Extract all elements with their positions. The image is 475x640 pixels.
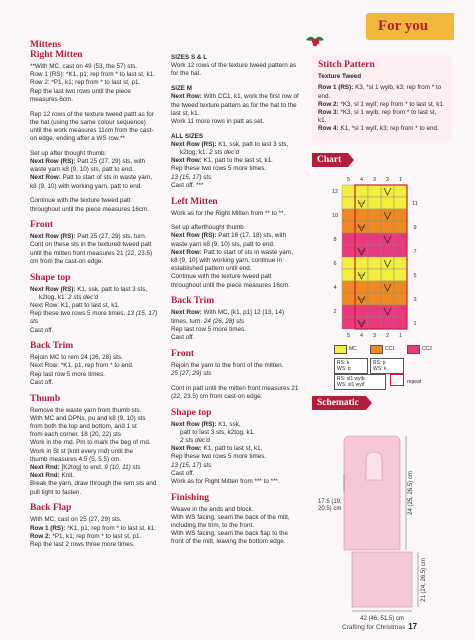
row-number-right: 3	[413, 296, 417, 303]
row-label: Next Rnd:	[30, 472, 60, 480]
legend-mc	[334, 345, 357, 354]
mitten-schematic	[312, 430, 462, 622]
row-text: With MC, [k1, p1] 12 (13, 14) times, turn.	[171, 309, 285, 325]
key-text: RS: k	[337, 359, 350, 366]
column-number: 2	[385, 332, 390, 339]
column-number: 4	[359, 176, 364, 183]
front-2-para	[171, 362, 301, 378]
chart-cell	[394, 269, 407, 281]
chart-cell	[394, 209, 407, 221]
chart-cell	[342, 269, 355, 281]
stitch-pattern-heading: Stitch Pattern	[318, 60, 375, 70]
chart-cell	[355, 233, 368, 245]
page-footer	[342, 622, 417, 631]
shape-top-heading: Shape top	[30, 272, 71, 283]
legend-label: CC1	[385, 346, 396, 353]
chart-cell	[381, 221, 394, 233]
text-line: Work in the rnd. Pm to mark the beg of rnd.	[30, 439, 151, 447]
row-label: Next Row (RS):	[30, 233, 76, 241]
row-label: Next Row:	[171, 309, 202, 317]
chart-cell	[368, 317, 381, 329]
for-you-banner	[366, 13, 454, 40]
text-line: Next Row: *K1, p1, rep from * to end.	[30, 362, 134, 370]
length-label: 21 (24, 26.5) cm	[421, 558, 427, 602]
chart-cell	[342, 233, 355, 245]
column-1	[30, 40, 158, 556]
chart-cell	[355, 185, 368, 197]
sizes-s-l-para	[171, 54, 301, 79]
text-line: Break the yarn, draw through the rem sts and pull tight to fasten.	[30, 480, 157, 496]
text-line: Cast off.	[171, 333, 195, 341]
text-line: Work 11 more rows in patt as set.	[171, 117, 265, 125]
text-line: Rep the last two rows until the piece measures 6cm.	[30, 87, 131, 103]
key-text: WS: p	[337, 365, 351, 372]
row-label: Next Row:	[171, 157, 202, 165]
row-text: Patt 25 (27, 29) sts, with waste yarn k8 (9, 10) sts, patt to end.	[30, 158, 146, 174]
text-line: the hat (using the same colour sequence)	[30, 118, 146, 126]
column-3	[312, 52, 452, 410]
row-text: *K1, p1; rep from * to last st, k1.	[67, 524, 156, 532]
text-line: Rejoin the yarn to the front of the mitten.	[171, 361, 284, 369]
size-heading: ALL SIZES	[171, 132, 204, 140]
back-flap-para	[30, 516, 158, 549]
chart-cell	[355, 209, 368, 221]
width-label: 42 (46, 51.5) cm	[360, 616, 404, 622]
continue-para: Continue with the texture tweed patt throughout until the piece measures 16cm.	[30, 197, 150, 213]
thumb-heading: Thumb	[30, 393, 61, 404]
text-line: from each corner. 18 (20, 22) sts	[30, 431, 121, 439]
text-line: until the work measures 11cm from the cast-	[30, 126, 154, 134]
column-number: 2	[385, 176, 390, 183]
chart-cell	[368, 257, 381, 269]
row-label: Next Row:	[171, 248, 202, 256]
pattern-row	[318, 84, 446, 100]
chart-cell	[342, 317, 355, 329]
text-line: Cast off.	[171, 469, 195, 477]
row-label: Row 3:	[318, 109, 339, 117]
texture-tweed-heading: Texture Tweed	[318, 73, 362, 81]
thumb-label-1: 17.5 (19, 20.5) cm	[318, 499, 342, 512]
left-thumb-para	[171, 224, 301, 290]
instruction-line	[30, 174, 158, 190]
chart-cell	[342, 185, 355, 197]
row-label: Row 2:	[318, 100, 339, 108]
stitch-count: 24 (26, 28) sts	[203, 317, 245, 325]
chart-cell	[368, 233, 381, 245]
size-heading: SIZE M	[171, 85, 192, 93]
column-number: 3	[372, 332, 377, 339]
row-text: Patt 16 (17, 18) sts, with waste yarn k8 (9, 10) sts, patt to end.	[171, 232, 287, 248]
mittens-heading: Mittens	[30, 40, 62, 50]
stitch-count: 13 (15, 17) sts	[171, 461, 212, 469]
chart-cell	[368, 269, 381, 281]
text-line: Row 1 (RS): *K1, p1; rep from * to last st, k1.	[30, 71, 155, 79]
instruction-line	[171, 309, 301, 325]
key-slip	[334, 374, 386, 390]
stitch-count: 2 sts dec'd	[68, 293, 98, 301]
instruction-line	[30, 525, 158, 533]
row-text: k2tog, k1.	[39, 293, 67, 301]
page-number: 17	[408, 622, 418, 631]
instruction-line	[30, 286, 158, 294]
stitch-count: 13 (15, 17) sts	[30, 310, 158, 326]
repeat-label: repeat	[407, 378, 422, 385]
row-label: Next Row (RS):	[171, 420, 217, 428]
text-line: Work as for Right Mitten from *** to ***.	[171, 477, 280, 485]
text-line: thumb measures 4.5 (5, 5.5) cm.	[30, 455, 121, 463]
row-label: Next Row:	[171, 445, 202, 453]
back-trim-para	[30, 354, 158, 387]
chart-cell	[368, 281, 381, 293]
front-para	[30, 233, 158, 266]
instruction-line	[30, 533, 158, 541]
left-mitten-heading: Left Mitten	[171, 196, 218, 207]
stitch-count: 2 sts dec'd	[180, 436, 210, 444]
right-mitten-para	[30, 63, 158, 104]
column-number: 4	[359, 332, 364, 339]
back-trim-heading: Back Trim	[30, 341, 74, 352]
legend-swatch	[370, 345, 383, 354]
chart-legend	[312, 345, 452, 390]
chart-cell	[368, 221, 381, 233]
stitch-count: 13 (15, 17) sts	[171, 173, 212, 181]
chart-cell	[355, 305, 368, 317]
row-number-left: 8	[333, 236, 337, 243]
stitch-count: 9 (10, 11) sts	[104, 464, 141, 472]
instruction-line	[30, 158, 158, 174]
chart-cell	[381, 293, 394, 305]
back-flap-outline	[352, 552, 412, 607]
stitch-count: 2 sts dec'd	[209, 149, 239, 157]
instruction-line	[171, 149, 301, 157]
instruction-line	[171, 445, 301, 453]
chart-cell	[381, 197, 394, 209]
row-number-right: 5	[413, 272, 417, 279]
pattern-row	[318, 125, 446, 133]
instruction-line	[30, 464, 158, 472]
row-text: k2tog, k1.	[180, 149, 208, 157]
chart-cell	[342, 245, 355, 257]
right-mitten-heading: Right Mitten	[30, 50, 83, 60]
row-label: Next Row:	[30, 174, 61, 182]
column-number: 5	[346, 332, 351, 339]
key-purl	[370, 358, 404, 374]
chart-cell	[394, 197, 407, 209]
row-text: K1, patt to last st, k1.	[203, 445, 263, 453]
chart-cell	[368, 185, 381, 197]
row-text: [K2tog] to end.	[61, 464, 103, 472]
text-line: Rep last row 5 more times.	[171, 325, 246, 333]
instruction-line	[171, 157, 301, 165]
row-label: Next Row (RS):	[171, 232, 217, 240]
chart-cell	[342, 209, 355, 221]
row-text: *K3, sl 1 wyib; rep from * to last st, k1.	[318, 109, 437, 125]
text-line: Rep these two rows 5 more times.	[171, 453, 267, 461]
text-line: With WS facing, seam the back flap to the front of the mitt, leaving the bottom edge.	[171, 530, 288, 546]
row-number-left: 10	[331, 212, 339, 219]
row-text: Patt to start of sts in waste yarn, k8 (9, 10) with working yarn, patt to end.	[30, 174, 153, 190]
text-line: Work 12 rows of the texture tweed pattern as for the hat.	[171, 62, 297, 78]
chart-cell	[342, 221, 355, 233]
row-text: K1, *sl 1 wyif, k3; rep from * to end.	[340, 125, 439, 133]
row-text: *K3, sl 1 wyif; rep from * to last st, k1.	[340, 100, 445, 108]
pattern-row	[318, 109, 446, 125]
text-line: Weave in the ends and block.	[171, 505, 254, 513]
chart-cell	[368, 245, 381, 257]
key-text: RS: sl1 wyib	[337, 375, 365, 382]
back-flap-heading: Back Flap	[30, 503, 72, 514]
chart-cell	[394, 245, 407, 257]
chart-cell	[342, 257, 355, 269]
column-number: 1	[398, 332, 403, 339]
row-label: Next Row (RS):	[30, 285, 76, 293]
back-trim-2-heading: Back Trim	[171, 296, 215, 307]
row-text: patt to last 3 sts, k2tog, k1.	[180, 428, 255, 436]
text-line: Cast off.	[30, 326, 54, 334]
chart-cell	[342, 197, 355, 209]
chart-cell	[394, 293, 407, 305]
height-label: 24 (25, 26.5) cm	[408, 471, 414, 515]
instruction-line	[171, 232, 301, 248]
instruction-line	[30, 294, 158, 302]
knitting-chart	[312, 171, 452, 345]
row-text: K1, ssk, patt to last 3 sts,	[77, 285, 148, 293]
chart-cell	[355, 281, 368, 293]
text-line: Set up afterthought thumb	[171, 224, 244, 232]
row-label: Next Row:	[171, 93, 202, 101]
instruction-line	[171, 249, 301, 274]
all-sizes-para	[171, 133, 301, 190]
chart-cell	[368, 209, 381, 221]
instruction-line	[171, 421, 301, 429]
legend-swatch	[334, 345, 347, 354]
pattern-row	[318, 101, 446, 109]
row-text: K1, ssk, patt to last 3 sts,	[218, 140, 289, 148]
chart-cell	[368, 197, 381, 209]
key-text: WS: sl1 wyif	[337, 381, 365, 388]
left-mitten-para: Work as for the Right Mitten from ** to **.	[171, 209, 286, 217]
thumb-setup-para	[30, 150, 158, 191]
key-text: WS: k	[373, 365, 387, 372]
tweed-para	[30, 111, 158, 144]
text-line: Rejoin MC to rem 24 (26, 28) sts.	[30, 354, 123, 362]
chart-cell	[381, 317, 394, 329]
chart-cell	[355, 257, 368, 269]
chart-cell	[394, 281, 407, 293]
stitch-pattern-box	[312, 55, 452, 141]
legend-swatch	[407, 345, 420, 354]
finishing-para	[171, 506, 301, 547]
instruction-line	[171, 141, 301, 149]
key-knit	[334, 358, 368, 374]
legend-cc1	[370, 345, 395, 354]
row-number-left: 2	[333, 308, 337, 315]
row-number-left: 12	[331, 188, 339, 195]
footer-title: Crafting for Christmas	[342, 624, 406, 631]
text-line: from both the top and bottom, and 1 st	[30, 423, 137, 430]
row-text: Knit.	[61, 472, 75, 480]
text-line: Cast off. ***	[171, 181, 204, 189]
row-number-right: 11	[412, 200, 418, 207]
key-text: RS: p	[373, 359, 386, 366]
chart-cell	[342, 281, 355, 293]
column-number: 1	[398, 176, 403, 183]
back-trim-2-para	[171, 309, 301, 342]
thumb-outline	[366, 452, 382, 480]
chart-cell	[394, 185, 407, 197]
chart-cell	[394, 317, 407, 329]
text-line: Row 2: *P1, k1; rep from * to last st, p1.	[30, 79, 141, 87]
text-line: With WS facing, seam the back of the mitt, including the trim, to the front.	[171, 513, 290, 530]
chart-grid	[312, 171, 452, 345]
instruction-line	[171, 93, 301, 118]
size-m-para	[171, 85, 301, 126]
thumb-para	[30, 407, 158, 497]
shape-top-2-heading: Shape top	[171, 407, 212, 418]
row-text: K3, *sl 1 wyib, k3; rep from * to end.	[318, 84, 442, 100]
column-number: 5	[346, 176, 351, 183]
chart-heading: Chart	[312, 153, 348, 167]
row-label: Row 1 (RS):	[30, 524, 66, 532]
row-text: With CC1, k1, work the first row of the tweed texture pattern as for the hat to the last st, k1.	[171, 93, 299, 117]
front-2-cont-para: Cont in patt until the mitten front measures 21 (22, 23.5) cm from cast-on edge.	[171, 384, 299, 400]
row-text: *P1, k1; rep from * to last st, p1.	[52, 532, 142, 540]
front-heading: Front	[30, 220, 54, 231]
row-number-right: 9	[413, 224, 417, 231]
text-line: Cast off.	[30, 378, 54, 386]
chart-cell	[394, 221, 407, 233]
row-number-right: 1	[413, 320, 417, 327]
text-line: Rep the last 2 rows three more times.	[30, 540, 135, 548]
instruction-line	[30, 472, 158, 480]
text-line: Rep these two rows 5 more times.	[171, 165, 267, 173]
column-number: 3	[372, 176, 377, 183]
text-line: With MC, cast on 25 (27, 29) sts.	[30, 516, 122, 524]
row-label: Row 4:	[318, 125, 339, 133]
text-line: Next Row: K1, patt to last st, k1.	[30, 301, 120, 309]
text-line: **With MC, cast on 49 (53, the 57) sts.	[30, 63, 138, 70]
row-text: Patt to start of sts in waste yarn, k8 (9, 10) with working yarn, continue in established pattern until end.	[171, 248, 294, 273]
row-number-right: 7	[413, 248, 417, 255]
text-line: Rep 12 rows of the texture tweed pattt as for	[30, 110, 154, 118]
row-text: K1, patt to the last st, k1.	[203, 157, 273, 165]
chart-cell	[342, 305, 355, 317]
chart-cell	[381, 245, 394, 257]
holly-icon	[304, 30, 326, 52]
legend-label: CC2	[422, 346, 433, 353]
chart-cell	[394, 233, 407, 245]
chart-cell	[368, 293, 381, 305]
column-2	[171, 54, 301, 553]
legend-label: MC	[349, 346, 357, 353]
row-label: Next Row (RS):	[171, 140, 217, 148]
row-text: Patt 25 (27, 29) sts, turn. Cont on these sts in the textured tweed patt until the mitten front measures 21 (22, 23.5) cm from the cast-on edge.	[30, 233, 153, 265]
row-label: Row 2:	[30, 532, 51, 540]
row-label: Next Row (RS):	[30, 158, 76, 166]
row-text: K1, ssk,	[218, 420, 241, 428]
text-line: Continue with the texture tweed patt throughout until the piece measures 16cm.	[171, 273, 291, 289]
shape-top-para	[30, 286, 158, 335]
finishing-heading: Finishing	[171, 492, 210, 503]
row-label: Row 1 (RS):	[318, 84, 354, 92]
text-line: Rep last row 5 more times.	[30, 370, 105, 378]
text-line: With MC and DPNs, pu and k8 (9, 10) sts	[30, 414, 146, 422]
chart-cell	[368, 305, 381, 317]
row-text: Rep these two rows 5 more times.	[30, 310, 126, 318]
instruction-line	[30, 310, 158, 326]
chart-cell	[394, 305, 407, 317]
chart-cell	[394, 257, 407, 269]
chart-cell	[381, 269, 394, 281]
schematic-heading: Schematic	[312, 396, 366, 410]
legend-cc2	[407, 345, 432, 354]
shape-top-2-para	[171, 421, 301, 487]
stitch-count: 25 (27, 29) sts	[171, 369, 212, 377]
repeat-swatch	[390, 374, 404, 386]
chart-cell	[342, 293, 355, 305]
front-2-heading: Front	[171, 348, 195, 359]
row-label: Next Rnd:	[30, 464, 60, 472]
text-line: on edge, ending after a WS row.**	[30, 135, 125, 143]
text-line: Work in St st (knit every rnd) until the	[30, 447, 134, 455]
row-number-left: 4	[333, 284, 337, 291]
for-you-text: For you	[378, 18, 429, 34]
text-line: Remove the waste yarn from thumb sts.	[30, 406, 142, 414]
text-line: Set up after thought thumb:	[30, 149, 107, 157]
row-number-left: 6	[333, 260, 337, 267]
size-heading: SIZES S & L	[171, 54, 208, 61]
